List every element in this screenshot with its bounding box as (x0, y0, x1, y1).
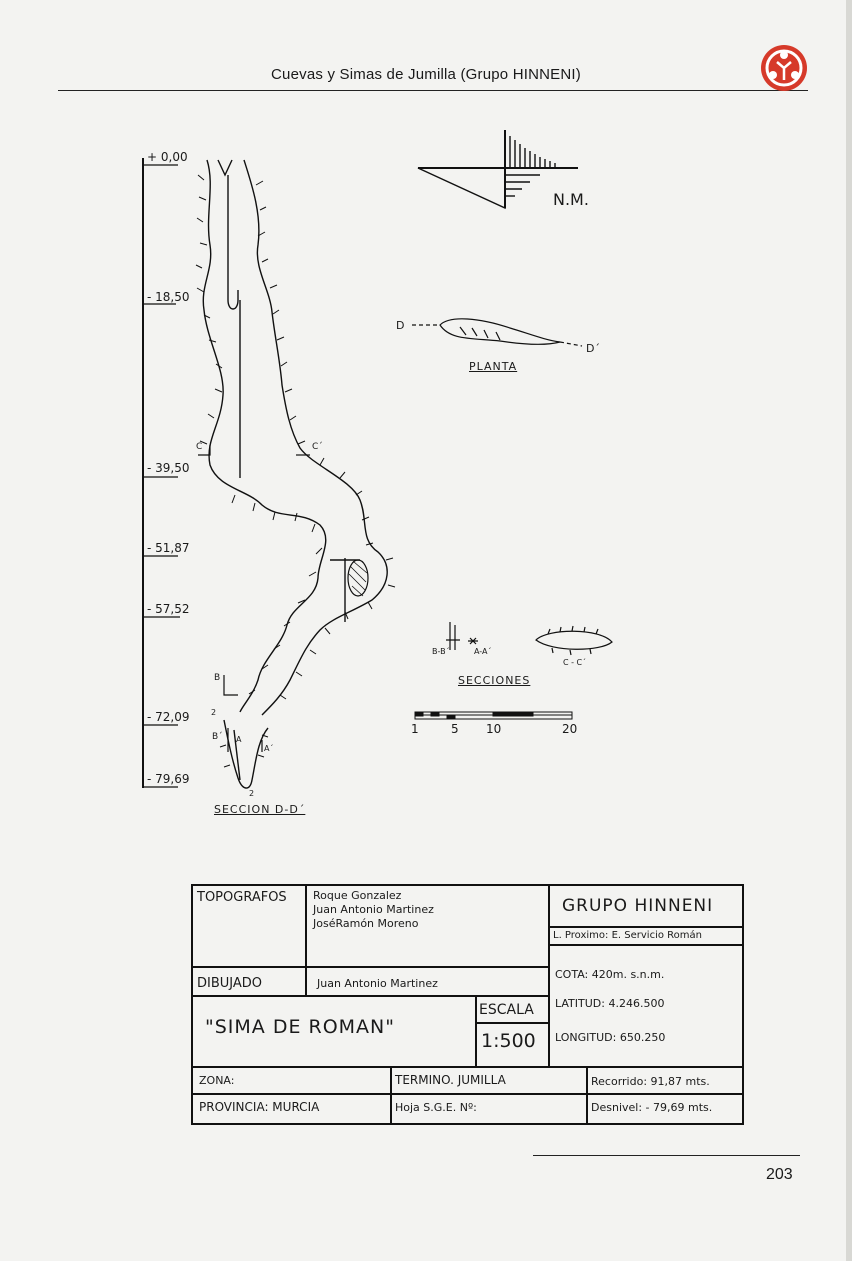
label-c: C (196, 442, 203, 452)
scale-bar (415, 712, 572, 719)
depth-ticks (143, 165, 180, 787)
hoja-sge: Hoja S.G.E. Nº: (395, 1101, 477, 1114)
running-head: Cuevas y Simas de Jumilla (Grupo HINNENI) (271, 66, 581, 83)
depth-mark-4: - 57,52 (147, 602, 190, 616)
label-a-prime: A´ (264, 744, 274, 753)
cave-profile (203, 160, 387, 788)
scale-tick-1: 1 (411, 722, 419, 736)
scale-tick-5: 5 (451, 722, 459, 736)
zona: ZONA: (199, 1074, 235, 1087)
planta-drawing (412, 319, 582, 346)
dibujado-name: Juan Antonio Martinez (317, 977, 438, 990)
depth-mark-3: - 51,87 (147, 541, 190, 555)
label-c-prime: C´ (312, 442, 323, 452)
depth-mark-5: - 72,09 (147, 710, 190, 724)
seccion-bb: B-B´ (432, 647, 450, 656)
group-name: GRUPO HINNENI (562, 896, 714, 916)
depth-mark-6: - 79,69 (147, 772, 190, 786)
depth-mark-1: - 18,50 (147, 290, 190, 304)
termino: TERMINO. JUMILLA (395, 1073, 506, 1087)
footer-rule (533, 1155, 800, 1156)
topografos-label: TOPOGRAFOS (197, 890, 287, 905)
escala-label: ESCALA (479, 1002, 534, 1018)
sima-name: "SIMA DE ROMAN" (205, 1016, 396, 1038)
lugar-proximo: L. Proximo: E. Servicio Román (553, 930, 702, 941)
secciones-title: SECCIONES (458, 674, 531, 687)
dibujado-label: DIBUJADO (197, 976, 263, 991)
north-label: N.M. (553, 190, 589, 209)
depth-mark-2: - 39,50 (147, 461, 190, 475)
title-block (191, 884, 744, 1125)
mark-2b: 2 (249, 789, 255, 798)
longitud: LONGITUD: 650.250 (555, 1031, 666, 1044)
recorrido: Recorrido: 91,87 mts. (591, 1075, 710, 1088)
topografo-3: JoséRamón Moreno (313, 917, 419, 930)
escala-value: 1:500 (481, 1030, 536, 1052)
label-a: A (236, 735, 242, 744)
planta-d: D (396, 319, 405, 332)
planta-d-prime: D´ (586, 342, 600, 355)
cota: COTA: 420m. s.n.m. (555, 968, 665, 981)
scale-tick-10: 10 (486, 722, 502, 736)
scale-tick-20: 20 (562, 722, 578, 736)
rock-hatching (196, 175, 395, 767)
label-b-prime: B´ (212, 732, 223, 742)
seccion-title: SECCION D-D´ (214, 803, 306, 816)
topografo-1: Roque Gonzalez (313, 889, 402, 902)
desnivel: Desnivel: - 79,69 mts. (591, 1101, 713, 1114)
provincia: PROVINCIA: MURCIA (199, 1100, 320, 1114)
label-b: B (214, 673, 221, 683)
depth-mark-0: + 0,00 (147, 150, 188, 164)
page-number: 203 (766, 1166, 793, 1183)
topografo-2: Juan Antonio Martinez (313, 903, 434, 916)
seccion-cc: C - C´ (563, 658, 587, 667)
mark-2a: 2 (211, 708, 217, 717)
secciones-drawings (446, 622, 612, 655)
section-markers (198, 445, 310, 752)
planta-title: PLANTA (469, 360, 518, 373)
latitud: LATITUD: 4.246.500 (555, 997, 665, 1010)
seccion-aa: A-A´ (474, 647, 492, 656)
